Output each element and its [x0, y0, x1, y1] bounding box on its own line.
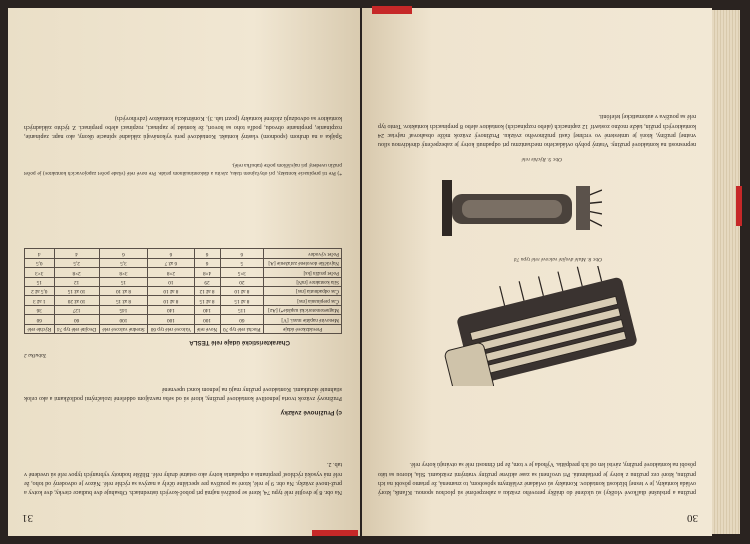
table-row	[25, 315, 342, 324]
table-cell: Magnetomotorická napätie*) [Az]	[264, 305, 342, 314]
table-cell: 36	[25, 305, 55, 314]
table-cell: 100	[148, 315, 194, 324]
paragraph-spring-assembly: pružina a prislušné diaľkové vložky) sú uložené do drážky perového zväzku a zabezpečené sú plochou sponou. Kľanik, ktorý ovláda kontakty, je v tesnej blízkosti kontaktov. Kontakty sú ovládané zvláštnym spôsobom, to znamená, že priamo pôsobí na ich pružinu, ktoré cez pružinu z kotvy je pretiahnutá. Pri uvoľnení sa zase aktívne pružiny vratnými zväzkami. Sila, ktorou sa táto pôsobí na kontaktové pružiny, závisí len od ich predpätia. Výhoda je v tom, že pri činnosti relé sa otvárajú kotvy relé.	[378, 461, 696, 495]
table-cell: 29	[194, 277, 220, 286]
right-page	[362, 8, 712, 536]
table-cell: 8 až 15	[99, 296, 148, 305]
table-cell: 8 až 15	[194, 296, 220, 305]
figure-caption-8: Obr. 8. Malé dvojité valcové relé typu 74	[514, 256, 602, 262]
table-title: Charakteristické údaje relé TESLA	[189, 339, 290, 346]
table-cell: 8 až 12	[194, 286, 220, 295]
page-number: 31	[22, 512, 33, 524]
table-cell: 140	[148, 305, 194, 314]
table-row	[25, 305, 342, 314]
table-row	[25, 277, 342, 286]
table-cell: 140	[194, 305, 220, 314]
table-cell: 6	[194, 249, 220, 258]
table-row	[25, 286, 342, 295]
table-cell: 100	[194, 315, 220, 324]
table-header-cell: Rýchle relé	[25, 324, 55, 333]
table-cell: 6	[99, 249, 148, 258]
table-cell: 8 až 15	[220, 296, 264, 305]
table-cell: 127	[54, 305, 99, 314]
table-cell: 12	[54, 277, 99, 286]
table-header-cell: Prevádzkové údaje	[264, 324, 342, 333]
figure-caption-9: Obr. 9. Rýchle relé	[521, 156, 562, 162]
table-cell: 6	[194, 258, 220, 267]
paragraph-spring-bundles: Pružinový zväzok tvoria jednotlivé kontaktové pružiny, ktoré sú od seba navzájom oddelené izolačnými podložkami a ako celok stiahnuté skrutkami. Kontaktové pružiny majú na jednom konci upevnené	[24, 385, 342, 401]
table-cell: 3×5	[220, 268, 264, 277]
table-cell: 145	[99, 305, 148, 314]
table-cell: 3×3	[25, 268, 55, 277]
section-heading: c) Pružinové zväzky	[280, 409, 342, 416]
left-page-content	[8, 8, 360, 536]
table-cell: 100	[99, 315, 148, 324]
table-cell: 8 až 10	[148, 296, 194, 305]
table-cell: Menovité napätie maxi. [V]	[264, 315, 342, 324]
table-header-cell: Valcové relé typ 60	[148, 324, 194, 333]
table-cell: 6 až 7	[148, 258, 194, 267]
specs-table	[24, 248, 342, 334]
table-cell: 1 až 3	[25, 296, 55, 305]
table-cell: 15	[99, 277, 148, 286]
table-cell: 5	[220, 258, 264, 267]
relay-type-74-figure	[432, 266, 652, 386]
table-cell: 8 až 10	[148, 286, 194, 295]
table-label: Tabuľka 2	[24, 352, 47, 358]
table-row	[25, 258, 342, 267]
table-cell: 4	[25, 249, 55, 258]
page-number: 30	[687, 512, 698, 524]
table-cell: Počet pružín [ks]	[264, 268, 342, 277]
table-cell: 15	[25, 277, 55, 286]
bookmark-ribbon-top	[372, 6, 412, 14]
table-header-cell: Nové relé	[194, 324, 220, 333]
table-row	[25, 249, 342, 258]
table-cell: 2×8	[54, 268, 99, 277]
table-cell: 0,5	[25, 258, 55, 267]
bookmark-tab-edge	[736, 186, 742, 226]
right-page-content	[362, 8, 712, 536]
table-cell: 60	[25, 315, 55, 324]
page-block-edge	[712, 10, 740, 534]
table-cell: 0,5 až 2	[25, 286, 55, 295]
table-cell: 8 až 10	[99, 286, 148, 295]
table-cell: Najväčšie dovolené zaťaženie [A]	[264, 258, 342, 267]
table-cell: 60	[220, 315, 264, 324]
table-body	[25, 249, 342, 324]
table-cell: Počet vývodov	[264, 249, 342, 258]
table-row	[25, 268, 342, 277]
table-cell: Čas prepínania [ms]	[264, 296, 342, 305]
table-cell: 10 až 20	[54, 296, 99, 305]
table-cell: 115	[220, 305, 264, 314]
fast-relay-figure	[402, 166, 602, 246]
bookmark-ribbon-bottom	[312, 530, 358, 536]
table-header-row	[25, 324, 342, 333]
table-header-cell: Stredné valcové relé	[99, 324, 148, 333]
left-page	[8, 8, 360, 536]
table-cell: 4×8	[194, 268, 220, 277]
table-cell: Čas odpadnutia [ms]	[264, 286, 342, 295]
table-cell: 8 až 10	[220, 286, 264, 295]
table-cell: 10 až 15	[54, 286, 99, 295]
table-row	[25, 296, 342, 305]
table-header-cell: Dvojité relé typ 74	[54, 324, 99, 333]
table-cell: 6	[220, 249, 264, 258]
table-footnote: *) Pre tri prepínacie kontakty, pri obyčajnom tlaku, závitu a diskontinuálnom prúde. Pre nové relé (všade počet zapojovacích kontaktov) je počet pružín uvedený pri najväčšom počte (tabuľka relé).	[24, 162, 342, 176]
table-cell: 3,5	[99, 258, 148, 267]
table-cell: 4	[54, 249, 99, 258]
paragraph-return-spring: nepresnosti na kontaktové pružiny. Vratný pohyb ovládacieho mechanizmu pri odpadnutí kotvy je zabezpečený direktívnou silou vratnej pružiny, ktorá je umiestené vo vrchnej časti pružinového zväzku. Pružinový zväzok môže obsahovať najviac 24 kontaktových pružín, takže možno zostaviť 12 zapínacích (alebo rozpínacích) kontaktov alebo 8 prepínacích kontaktov. Tento typ relé sa používa v automatickej telefónii.	[378, 113, 696, 147]
table-cell: 2,5	[54, 258, 99, 267]
table-cell: 2×8	[148, 268, 194, 277]
table-cell: 10	[148, 277, 194, 286]
table-cell: 6	[148, 249, 194, 258]
paragraph-contacts: Spájka a na druhom (spodnom) vlastný kontakt. Kontaktové perá vykonávajú základné spínacie úkony, ako napr. zapínanie, rozpínanie, prepínanie obvodu, podľa toho sa hovorí, že kontakt je zapínací, rozpínací alebo prepínací. Z týchto základných kontaktov sa odvodzujú zložené kontakty (pozri tab. 3). Konštrukcia kontaktov (zdvíhových)	[24, 114, 342, 139]
table-cell: Sila kontaktov [mN]	[264, 277, 342, 286]
table-cell: 60	[54, 315, 99, 324]
table-header-cell: Plochá relé typ 70	[220, 324, 264, 333]
table-cell: 3×8	[99, 268, 148, 277]
table-cell: 20	[220, 277, 264, 286]
paragraph-intro: Na obr. 8 je dvojité relé typu 74, které se používá najmä pri poboč-kových ústredniach. Obsahuje dve budiace cievky, dve kotvy a pruž-inové zväzky. Na obr. 9 je relé, ktoré sa používa pre speciálne účely a nazýva sa rýchle relé. Názov je odvodený od toho, že relé má vysokú rýchlosť prepínania a odpadania kotvy ako ostatné druhy relé. Bližšie hodnoty vybraných typov relé sú uvedené v tab. 2.	[24, 461, 342, 495]
